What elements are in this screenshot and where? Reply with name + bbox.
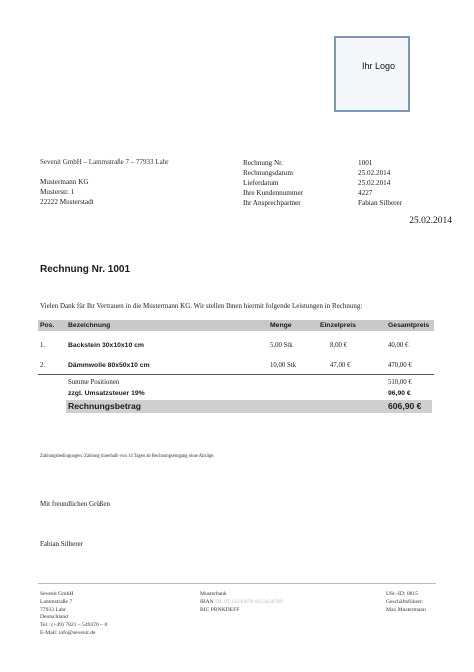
- invoice-date-label: Rechnungsdatum: [243, 169, 293, 177]
- row-1-unit-price: 8,00 €: [330, 342, 347, 349]
- recipient-company: Mustermann KG: [40, 178, 89, 186]
- recipient-address: [40, 177, 94, 207]
- recipient-street: Musterstr. 1: [40, 188, 75, 196]
- subtotal-value: 510,00 €: [388, 379, 412, 386]
- closing-greeting: Mit freundlichen Grüßen: [40, 500, 110, 508]
- table-divider: [38, 374, 434, 375]
- grand-total-label: Rechnungsbetrag: [68, 401, 142, 411]
- footer-ceo-name: Max Mustermann: [386, 606, 426, 613]
- sender-address-line: Sevenit GmbH – Lammstraße 7 – 77933 Lahr: [40, 158, 169, 166]
- footer-legal: [386, 591, 426, 614]
- intro-text: Vielen Dank für Ihr Vertrauen in die Mustermann KG. Wir stellen Ihnen hiermit folgende Leistungen in Rechnung:: [40, 302, 363, 310]
- delivery-date: 25.02.2014: [358, 179, 391, 187]
- footer-iban-value: DE 05 12345678 0123456789: [215, 598, 283, 605]
- row-1-pos: 1.: [40, 342, 46, 349]
- footer-company-name: Sevenit GmbH: [40, 591, 74, 597]
- row-2-total-price: 470,00 €: [388, 362, 412, 369]
- footer-bank-bic: BIC PBNKDEFF: [200, 606, 240, 613]
- row-2-unit-price: 47,00 €: [330, 362, 351, 369]
- footer-company-country: Deutschland: [40, 614, 68, 621]
- row-1-description: Backstein 30x10x10 cm: [68, 342, 144, 349]
- contact-person-label: Ihr Ansprechpartner: [243, 199, 301, 207]
- row-2-quantity: 10,00 Stk: [270, 362, 297, 369]
- signature-name: Fabian Silberer: [40, 540, 83, 548]
- footer-bank: [200, 591, 283, 614]
- footer-company: [40, 591, 107, 638]
- row-2-description: Dämmwolle 80x50x10 cm: [68, 362, 150, 369]
- column-header-unit-price: Einzelpreis: [320, 322, 356, 329]
- column-header-quantity: Menge: [270, 322, 292, 329]
- row-1-total-price: 40,00 €: [388, 342, 409, 349]
- document-date: 25.02.2014: [409, 216, 452, 226]
- customer-number-label: Ihre Kundennummer: [243, 189, 304, 197]
- column-header-description: Bezeichnung: [68, 322, 111, 329]
- footer-company-email: E-Mail: info@sevenit.de: [40, 629, 96, 636]
- vat-label: zzgl. Umsatzsteuer 19%: [68, 390, 145, 397]
- footer-company-phone: Tel.: (+49) 7821 – 549370 – 0: [40, 622, 108, 629]
- delivery-date-label: Lieferdatum: [243, 179, 279, 187]
- contact-person: Fabian Silberer: [358, 199, 403, 207]
- column-header-total-price: Gesamtpreis: [388, 322, 430, 329]
- invoice-number: 1001: [358, 159, 373, 167]
- footer-iban-label: IBAN: [200, 598, 214, 605]
- invoice-number-label: Rechnung Nr.: [243, 159, 283, 167]
- footer-bank-name: Musterbank: [200, 591, 227, 597]
- footer-vat-id: USt.-ID: 0815: [386, 591, 419, 597]
- footer-company-street: Lammstraße 7: [40, 598, 73, 605]
- invoice-meta-values: [358, 158, 402, 208]
- invoice-meta-labels: [243, 158, 303, 208]
- footer-ceo-label: Geschäftsführer:: [386, 598, 424, 605]
- row-2-pos: 2.: [40, 362, 46, 369]
- vat-value: 96,90 €: [388, 390, 411, 397]
- recipient-city: 22222 Musterstadt: [40, 198, 94, 206]
- subtotal-label: Summe Positionen: [68, 379, 120, 386]
- footer-bank-iban-row: [200, 599, 283, 607]
- footer-company-city: 77933 Lahr: [40, 606, 66, 613]
- row-1-quantity: 5,00 Stk: [270, 342, 293, 349]
- logo-placeholder: [334, 36, 410, 112]
- invoice-date: 25.02.2014: [358, 169, 391, 177]
- invoice-title: Rechnung Nr. 1001: [40, 264, 131, 275]
- logo-text: Ihr Logo: [362, 61, 396, 71]
- customer-number: 4227: [358, 189, 373, 197]
- payment-terms: Zahlungsbedingungen: Zahlung innerhalb von 14 Tagen ab Rechnungseingang ohne Abzüge.: [40, 454, 215, 459]
- grand-total-value: 606,90 €: [388, 401, 422, 411]
- footer-divider: [38, 583, 436, 584]
- column-header-pos: Pos.: [40, 322, 55, 329]
